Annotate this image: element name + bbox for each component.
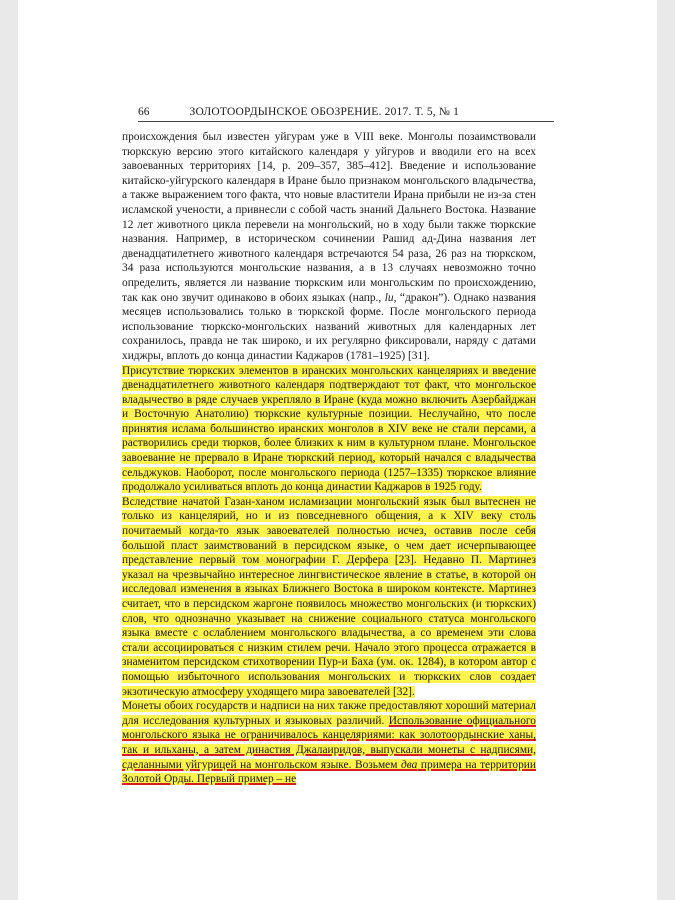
underlined-passage: Использование официального монгольского языка не ограничивалось канцеляриями: как золотоордынские ханы, так и ильханы, а затем династия Джалаиридов, выпускали монеты с надписями, сделанными уйгурицей на монгольском языке. Возьмем	[122, 714, 536, 771]
italic-underlined-word: два	[401, 758, 418, 771]
highlighted-passage: Монеты обоих государств и надписи на них также предоставляют хороший материал для исследования культурных и языковых различий.	[122, 700, 536, 727]
paragraph-1-text: происхождения был известен уйгурам уже в VIII веке. Монголы позаимствовали тюркскую версию этого китайского календаря у уйгуров и вводили его на всех завоеванных территориях [14, p. 209–357, 385–412]. Введение и использование китайско-уйгурского календаря в Иране было признаком монгольского владычества, а также выражением того факта, что новые властители Ирана прибыли не из-за стен исламской учености, а привнесли с собой часть знаний Дальнего Востока. Название 12 лет животного цикла перевели на монгольский, но в ходу были также тюркские названия. Например, в историческом сочинении Рашид ад-Дина названия лет двенадцатилетнего животного календаря встречаются 54 раза, 26 раз на тюркском, 34 раза используются монгольские названия, а в 13 случаях невозможно точно определить, является ли название тюркским или монгольским по происхождению, так как оно звучит одинаково в обоих языках (напр.,	[122, 131, 536, 304]
paragraph-1	[122, 130, 536, 364]
highlighted-passage: Вследствие начатой Газан-ханом исламизации монгольский язык был вытеснен не только из канцелярий, но и из повседневного общения, а к XIV веку столь почитаемый когда-то язык завоевателей полностью исчез, оставив после себя большой пласт заимствований в персидском языке, о чем дает исчерпывающее представление первый том монографии Г. Дерфера [23]. Недавно П. Мартинез указал на чрезвычайно интересное лингвистическое явление в статье, в которой он исследовал изменения в языках Ближнего Востока в широком контексте. Мартинез считает, что в персидском жаргоне появилось множество монгольских (и тюркских) слов, что однозначно указывает на снижение социального статуса монгольского языка вместе с ослаблением монгольского владычества, а со временем эти слова стали ассоциироваться с низким стилем речи. Начало этого процесса отражается в знаменитом персидском стихотворении Пур-и Баха (ум. ок. 1284), в котором автор с помощью избыточного использования монгольских и тюркских слов создает экзотическую атмосферу уходящего мира завоевателей [32].	[122, 495, 536, 698]
paragraph-3	[122, 495, 536, 699]
italic-term: lu	[384, 291, 394, 304]
paragraph-2	[122, 364, 536, 495]
page-number: 66	[138, 106, 150, 118]
highlighted-passage: Присутствие тюркских элементов в иранских монгольских канцеляриях и введение двенадцатилетнего животного календаря подтверждают тот факт, что монгольское владычество в ряде случаев укрепляло в Иране (куда можно включить Азербайджан и Восточную Анатолию) тюркские культурные позиции. Неслучайно, что после принятия ислама большинство иранских монголов в XIV веке не стали персами, а растворились среди тюрков, более близких к ним в культурном плане. Монгольское завоевание не прервало в Иране тюркский период, который начался с владычества сельджуков. Наоборот, после монгольского периода (1257–1335) тюркское влияние продолжало усиливаться вплоть до конца династии Каджаров в 1925 году.	[122, 364, 536, 494]
paragraph-1-end: , “дракон”). Однако названия месяцев использовались только в тюркской форме. После монгольского периода использование тюркско-монгольских названий животных для календарных лет сохранилось, правда не так широко, и их регулярно фиксировали, наряду с датами хиджры, вплоть до конца династии Каджаров (1781–1925) [31].	[122, 291, 536, 362]
underlined-passage-end: примера на территории Золотой Орды. Первый пример – не	[122, 758, 536, 786]
paragraph-4	[122, 699, 536, 787]
body-text	[122, 130, 536, 787]
running-title: ЗОЛОТООРДЫНСКОЕ ОБОЗРЕНИЕ. 2017. Т. 5, № 1	[189, 106, 460, 118]
running-header	[138, 106, 554, 122]
